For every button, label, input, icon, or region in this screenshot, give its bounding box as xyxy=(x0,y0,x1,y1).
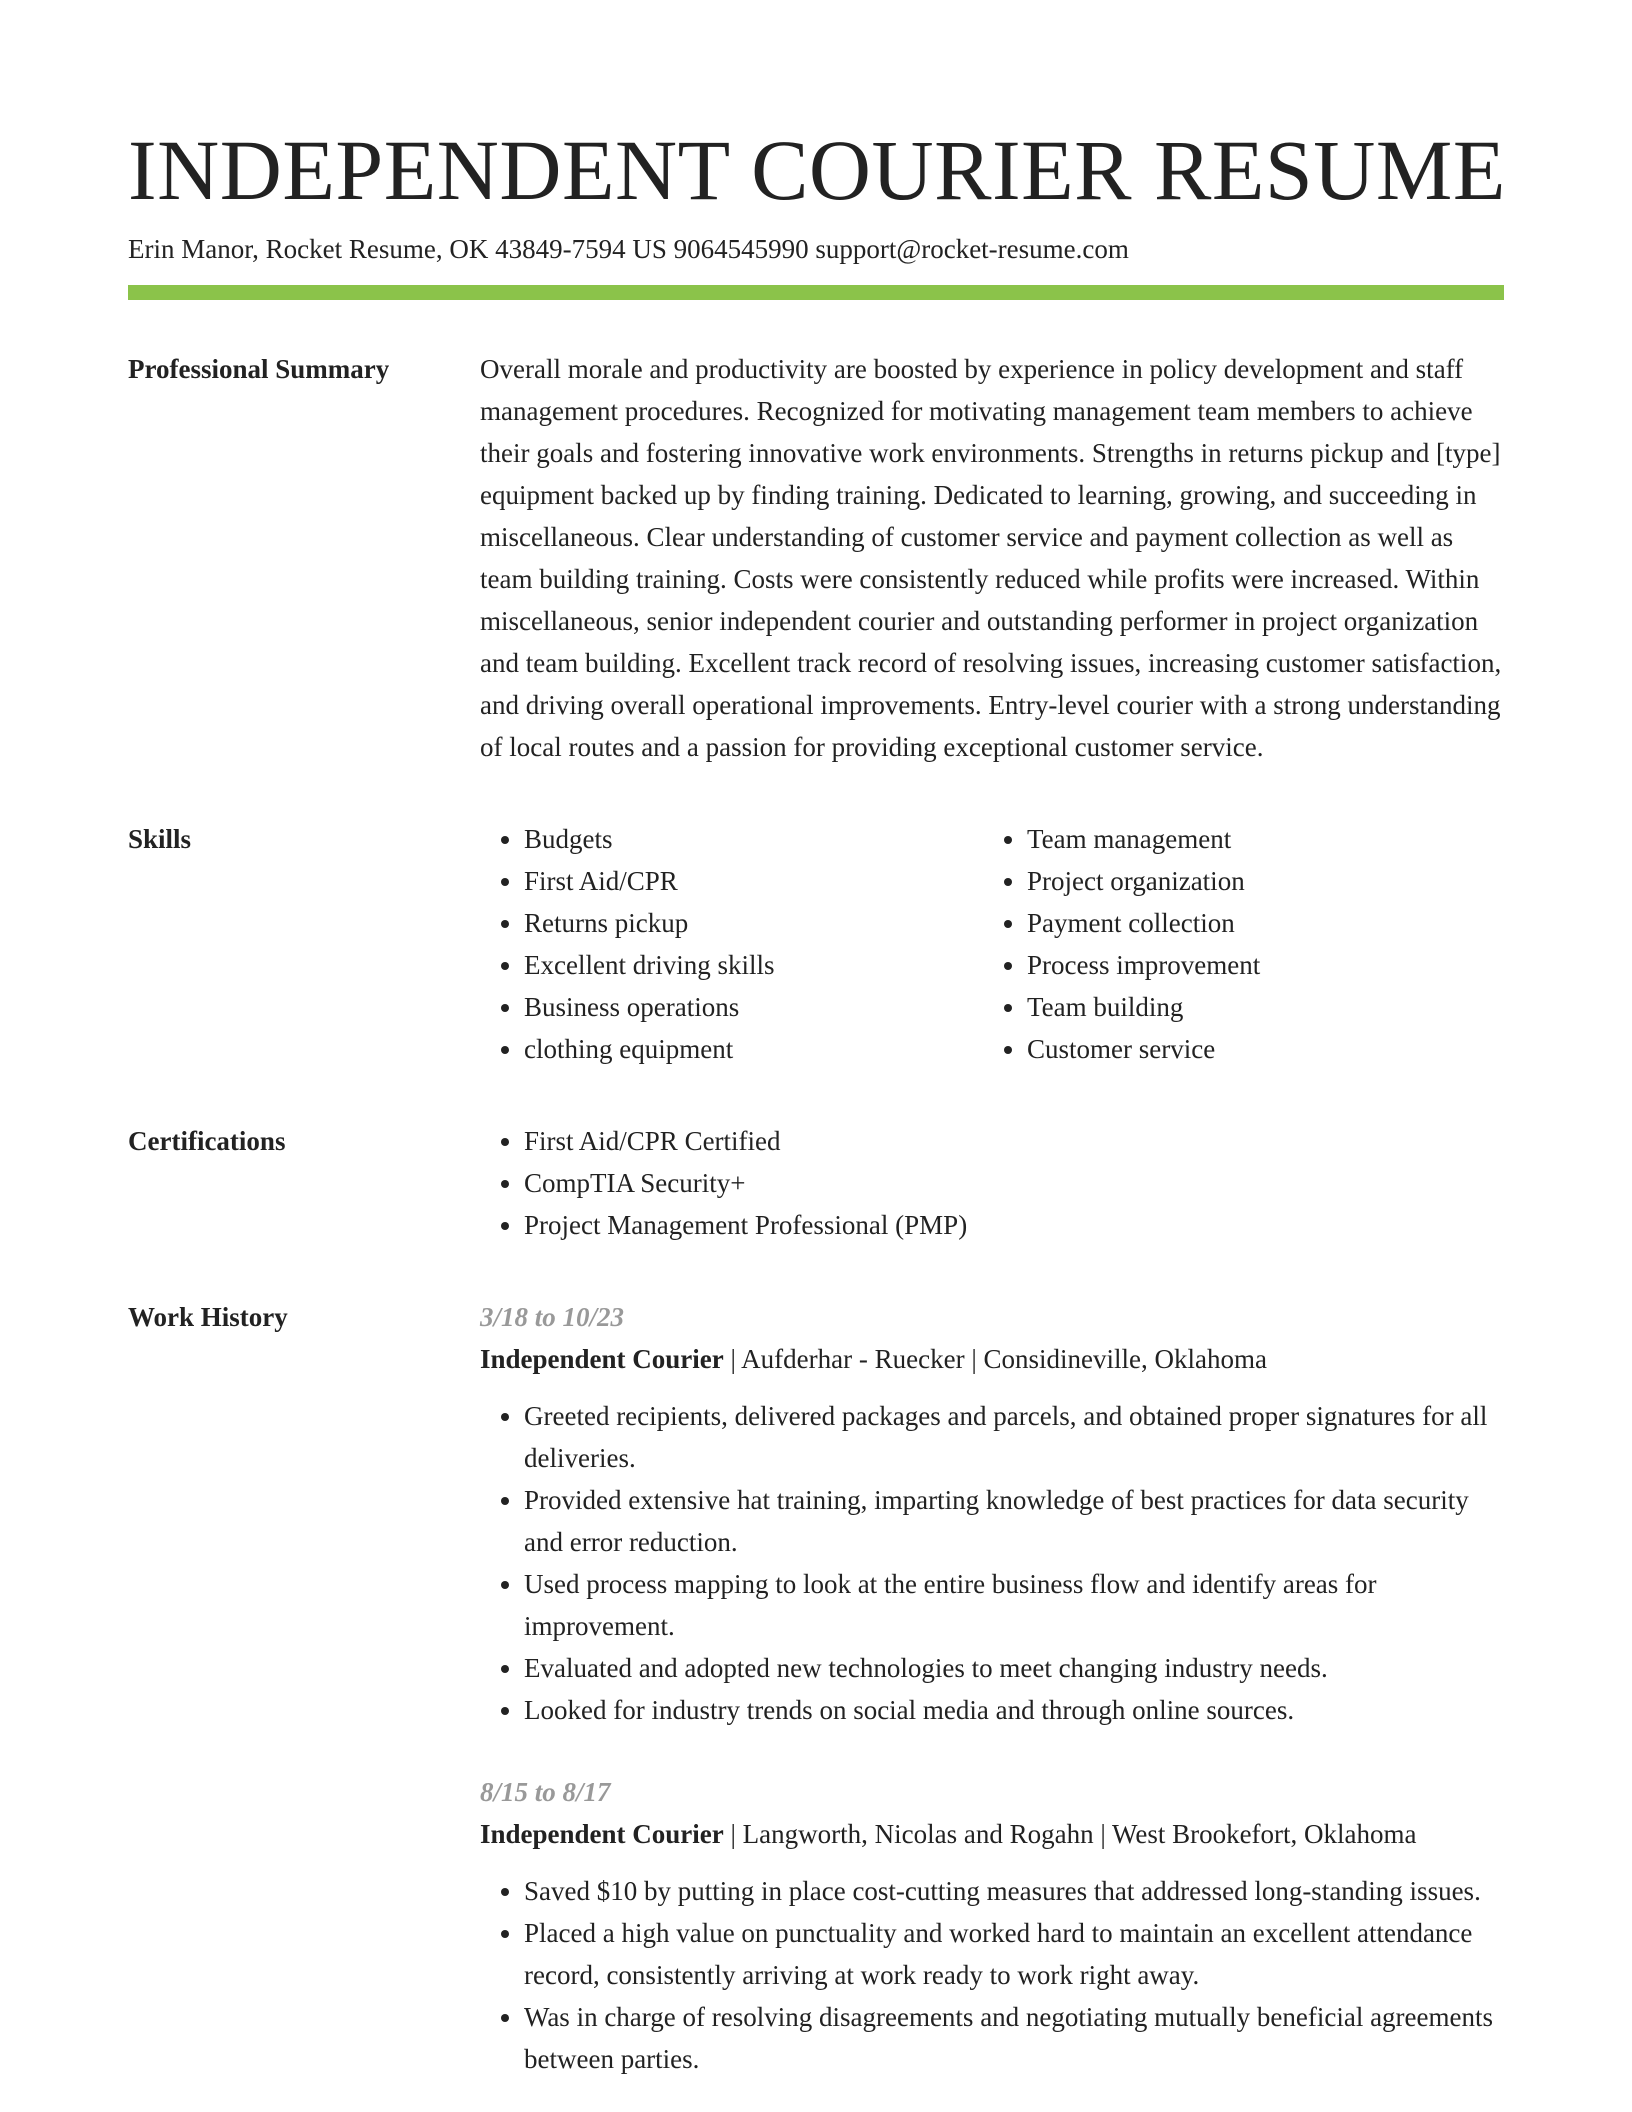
certifications-section xyxy=(128,1120,1504,1246)
job-bullets xyxy=(480,1870,1504,2080)
certifications-list xyxy=(480,1120,1504,1246)
job-dates: 3/18 to 10/23 xyxy=(480,1302,625,1332)
skill-item: • Team management xyxy=(1027,818,1486,860)
job-bullet: • Used process mapping to look at the entire business flow and identify areas for improvement. xyxy=(524,1563,1504,1647)
skill-item: • Excellent driving skills xyxy=(524,944,983,986)
resume-title: INDEPENDENT COURIER RESUME xyxy=(128,122,1506,218)
resume-page xyxy=(128,120,1504,2080)
skill-item: • Team building xyxy=(1027,986,1486,1028)
job-bullet: • Saved $10 by putting in place cost-cutting measures that addressed long-standing issues. xyxy=(524,1870,1504,1912)
job-header xyxy=(480,1338,1504,1380)
skill-item: • First Aid/CPR xyxy=(524,860,983,902)
job-entry xyxy=(480,1771,1504,2080)
section-heading: Professional Summary xyxy=(128,354,390,384)
skill-item: • Returns pickup xyxy=(524,902,983,944)
skill-item: • clothing equipment xyxy=(524,1028,983,1070)
job-details: | Langworth, Nicolas and Rogahn | West Brookefort, Oklahoma xyxy=(723,1819,1417,1849)
section-heading: Certifications xyxy=(128,1126,286,1156)
job-entry xyxy=(480,1296,1504,1731)
skill-item: • Budgets xyxy=(524,818,983,860)
skill-item: • Customer service xyxy=(1027,1028,1486,1070)
skill-item: • Business operations xyxy=(524,986,983,1028)
job-bullets xyxy=(480,1395,1504,1731)
summary-section xyxy=(128,348,1504,768)
certification-item: • CompTIA Security+ xyxy=(524,1162,1504,1204)
job-title: Independent Courier xyxy=(480,1819,724,1849)
job-bullet: • Greeted recipients, delivered packages and parcels, and obtained proper signatures for all deliveries. xyxy=(524,1395,1504,1479)
contact-line: Erin Manor, Rocket Resume, OK 43849-7594 US 9064545990 support@rocket-resume.com xyxy=(128,234,1129,264)
skill-item: • Project organization xyxy=(1027,860,1486,902)
job-bullet: • Was in charge of resolving disagreements and negotiating mutually beneficial agreements between parties. xyxy=(524,1996,1504,2080)
accent-divider xyxy=(128,285,1504,300)
job-header xyxy=(480,1813,1504,1855)
job-dates: 8/15 to 8/17 xyxy=(480,1777,611,1807)
skill-item: • Process improvement xyxy=(1027,944,1486,986)
job-bullet: • Provided extensive hat training, imparting knowledge of best practices for data security and error reduction. xyxy=(524,1479,1504,1563)
certification-item: • First Aid/CPR Certified xyxy=(524,1120,1504,1162)
job-title: Independent Courier xyxy=(480,1344,724,1374)
summary-text: Overall morale and productivity are boosted by experience in policy development and staff management procedures. Recognized for motivating management team members to achieve their goals and fostering innovative work environments. Strengths in returns pickup and [type] equipment backed up by finding training. Dedicated to learning, growing, and succeeding in miscellaneous. Clear understanding of customer service and payment collection as well as team building training. Costs were consistently reduced while profits were increased. Within miscellaneous, senior independent courier and outstanding performer in project organization and team building. Excellent track record of resolving issues, increasing customer satisfaction, and driving overall operational improvements. Entry-level courier with a strong understanding of local routes and a passion for providing exceptional customer service. xyxy=(480,354,1502,762)
skills-list-right xyxy=(983,818,1486,1070)
job-bullet: • Evaluated and adopted new technologies to meet changing industry needs. xyxy=(524,1647,1504,1689)
skills-section xyxy=(128,818,1504,1070)
job-bullet: • Placed a high value on punctuality and worked hard to maintain an excellent attendance record, consistently arriving at work ready to work right away. xyxy=(524,1912,1504,1996)
job-bullet: • Looked for industry trends on social media and through online sources. xyxy=(524,1689,1504,1731)
skills-list-left xyxy=(480,818,983,1070)
section-heading: Skills xyxy=(128,824,192,854)
job-details: | Aufderhar - Ruecker | Considineville, Oklahoma xyxy=(723,1344,1267,1374)
work-history-section xyxy=(128,1296,1504,2080)
skill-item: • Payment collection xyxy=(1027,902,1486,944)
certification-item: • Project Management Professional (PMP) xyxy=(524,1204,1504,1246)
section-heading: Work History xyxy=(128,1302,288,1332)
